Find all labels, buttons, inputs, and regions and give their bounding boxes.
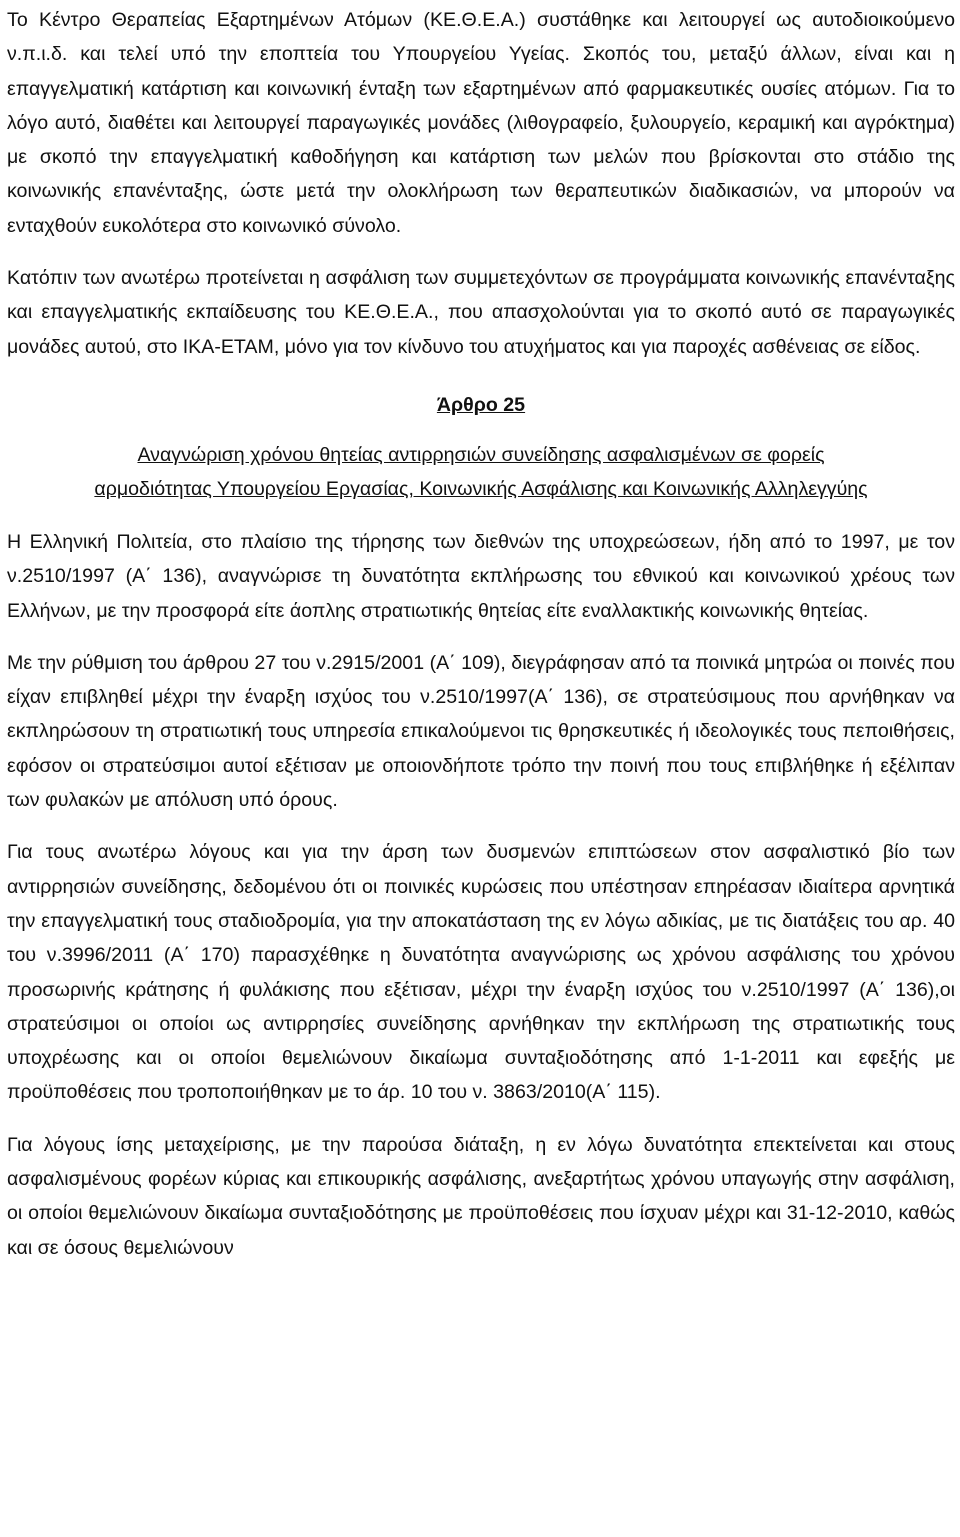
article-subtitle-line-1: Αναγνώριση χρόνου θητείας αντιρρησιών συνείδησης ασφαλισμένων σε φορείς xyxy=(137,443,825,466)
paragraph-greek-state: Η Ελληνική Πολιτεία, στο πλαίσιο της τήρησης των διεθνών της υποχρεώσεων, ήδη από το 1997, με τον ν.2510/1997 (Α΄ 136), αναγνώρισε τη δυνατότητα εκπλήρωσης του εθνικού και κοινωνικού χρέους των Ελλήνων, με την προσφορά είτε άοπλης στρατιωτικής θητείας είτε εναλλακτικής κοινωνικής θητείας. xyxy=(7,530,955,622)
paragraph-insurance-proposal: Κατόπιν των ανωτέρω προτείνεται η ασφάλιση των συμμετεχόντων σε προγράμματα κοινωνικής επανένταξης και επαγγελματικής εκπαίδευσης του ΚΕ.Θ.Ε.Α., που απασχολούνται για το σκοπό αυτό σε παραγωγικές μονάδες αυτού, στο ΙΚΑ-ΕΤΑΜ, μόνο για τον κίνδυνο του ατυχήματος και για παροχές ασθένειας σε είδος. xyxy=(7,267,955,358)
paragraph-equal-treatment: Για λόγους ίσης μεταχείρισης, με την παρούσα διάταξη, η εν λόγω δυνατότητα επεκτείνεται και στους ασφαλισμένους φορέων κύριας και επικουρικής ασφάλισης, ανεξαρτήτως χρόνου υπαγωγής στην ασφάλιση, οι οποίοι θεμελιώνουν δικαίωμα συνταξιοδότησης με προϋποθέσεις που ίσχυαν μέχρι και 31-12-2010, καθώς και σε όσους θεμελιώνουν xyxy=(7,1133,955,1259)
article-subtitle xyxy=(7,438,955,507)
article-subtitle-line-2: αρμοδιότητας Υπουργείου Εργασίας, Κοινωνικής Ασφάλισης και Κοινωνικής Αλληλεγγύης xyxy=(94,478,868,501)
article-title: Άρθρο 25 xyxy=(436,393,526,416)
paragraph-article-27: Με την ρύθμιση του άρθρου 27 του ν.2915/2001 (Α΄ 109), διεγράφησαν από τα ποινικά μητρώα οι ποινές που είχαν επιβληθεί μέχρι την έναρξη ισχύος του ν.2510/1997(Α΄ 136), σε στρατεύσιμους που αρνήθηκαν να εκπληρώσουν τη στρατιωτική τους υπηρεσία επικαλούμενοι τις θρησκευτικές ή ιδεολογικές τους πεποιθήσεις, εφόσον οι στρατεύσιμοι αυτοί εξέτισαν με οποιονδήποτε τρόπο την ποινή που τους επιβλήθηκε ή εξέλιπαν των φυλακών με απόλυση υπό όρους. xyxy=(7,651,955,812)
document-page xyxy=(7,0,955,1265)
paragraph-ketheа-intro: Το Κέντρο Θεραπείας Εξαρτημένων Ατόμων (ΚΕ.Θ.Ε.Α.) συστάθηκε και λειτουργεί ως αυτοδιοικούμενο ν.π.ι.δ. και τελεί υπό την εποπτεία του Υπουργείου Υγείας. Σκοπός του, μεταξύ άλλων, είναι και η επαγγελματική κατάρτιση και κοινωνική ένταξη των εξαρτημένων από φαρμακευτικές ουσίες ατόμων. Για το λόγο αυτό, διαθέτει και λειτουργεί παραγωγικές μονάδες (λιθογραφείο, ξυλουργείο, κεραμική και αγρόκτημα) με σκοπό την επαγγελματική καθοδήγηση και κατάρτιση των μελών που βρίσκονται στο στάδιο της κοινωνικής επανένταξης, ώστε μετά την ολοκλήρωση των θεραπευτικών διαδικασιών, να μπορούν να ενταχθούν ευκολότερα στο κοινωνικό σύνολο. xyxy=(7,9,955,237)
paragraph-reasons: Για τους ανωτέρω λόγους και για την άρση των δυσμενών επιπτώσεων στον ασφαλιστικό βίο των αντιρρησιών συνείδησης, δεδομένου ότι οι ποινικές κυρώσεις που υπέστησαν επηρέασαν ιδιαίτερα αρνητικά την επαγγελματική τους σταδιοδρομία, για την αποκατάσταση της εν λόγω αδικίας, με τις διατάξεις του αρ. 40 του ν.3996/2011 (Α΄ 170) παρασχέθηκε η δυνατότητα αναγνώρισης ως χρόνου ασφάλισης του χρόνου προσωρινής κράτησης ή φυλάκισης που εξέτισαν, μέχρι την έναρξη ισχύος του ν.2510/1997 (Α΄ 136),οι στρατεύσιμοι οι οποίοι ως αντιρρησίες συνείδησης αρνήθηκαν την εκπλήρωση της στρατιωτικής τους υποχρέωσης και οι οποίοι θεμελιώνουν δικαίωμα συνταξιοδότησης από 1-1-2011 και εφεξής με προϋποθέσεις που τροποποιήθηκαν με το άρ. 10 του ν. 3863/2010(Α΄ 115). xyxy=(7,841,955,1104)
